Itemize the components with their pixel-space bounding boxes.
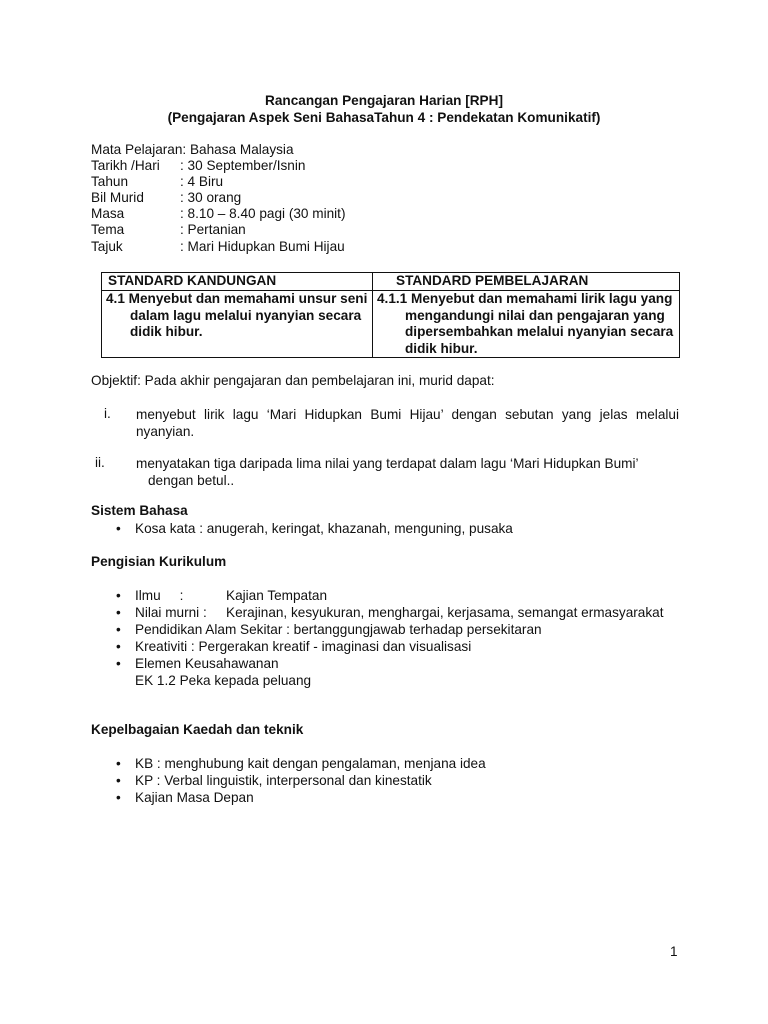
table-header-row: [102, 273, 680, 291]
kaedah-list: [91, 755, 486, 806]
info-value: : 30 September/Isnin: [180, 158, 306, 173]
list-item: • Kreativiti : Pergerakan kreatif - imaginasi dan visualisasi: [116, 639, 472, 654]
bullet-icon: •: [116, 639, 121, 654]
table-header-cell: STANDARD KANDUNGAN: [102, 273, 373, 291]
list-item: • Kajian Masa Depan: [116, 790, 254, 805]
objective-line: menyatakan tiga daripada lima nilai yang terdapat dalam lagu ‘Mari Hidupkan Bumi’: [136, 456, 639, 471]
objective-intro: Objektif: Pada akhir pengajaran dan pembelajaran ini, murid dapat:: [91, 373, 495, 388]
info-label: Mata Pelajaran: Bahasa Malaysia: [91, 142, 294, 157]
bullet-icon: •: [116, 773, 121, 788]
table-cell: [102, 291, 373, 358]
bullet-icon: •: [116, 521, 121, 536]
bullet-icon: •: [116, 588, 121, 603]
bullet-icon: •: [116, 605, 121, 620]
table-row: [102, 291, 680, 358]
info-label: Bil Murid: [91, 190, 144, 205]
objective-line: nyanyian.: [136, 424, 195, 439]
objective-number: i.: [104, 406, 111, 421]
info-value: : Mari Hidupkan Bumi Hijau: [180, 239, 345, 254]
document-subtitle: (Pengajaran Aspek Seni BahasaTahun 4 : Pendekatan Komunikatif): [167, 110, 601, 125]
info-label: Masa: [91, 206, 125, 221]
section-heading-pengisian: Pengisian Kurikulum: [91, 554, 227, 569]
objective-line: menyebut lirik lagu ‘Mari Hidupkan Bumi Hijau’ dengan sebutan yang jelas melalui: [136, 407, 679, 422]
list-item: • Kosa kata : anugerah, keringat, khazanah, menguning, pusaka: [116, 521, 513, 536]
list-item-continuation: EK 1.2 Peka kepada peluang: [135, 673, 312, 688]
list-item: • Ilmu : Kajian Tempatan: [116, 588, 328, 603]
objective-number: ii.: [95, 455, 105, 470]
learning-standard: 4.1.1 Menyebut dan memahami lirik lagu yang mengandungi nilai dan pengajaran yang dipersembahkan melalui nyanyian secara didik hibur.: [377, 291, 674, 356]
standards-table: [101, 272, 680, 358]
list-item: • Pendidikan Alam Sekitar : bertanggungjawab terhadap persekitaran: [116, 622, 542, 637]
list-item: • Elemen Keusahawanan: [116, 656, 279, 671]
info-label: Tajuk: [91, 239, 123, 254]
section-heading-sistem-bahasa: Sistem Bahasa: [91, 503, 188, 518]
bullet-icon: •: [116, 756, 121, 771]
table-header-cell: STANDARD PEMBELAJARAN: [373, 273, 680, 291]
document-title: Rancangan Pengajaran Harian [RPH]: [265, 93, 503, 108]
page-number: 1: [670, 944, 678, 959]
info-value: : 30 orang: [180, 190, 242, 205]
bullet-icon: •: [116, 622, 121, 637]
table-cell: [373, 291, 680, 358]
list-item: • KP : Verbal linguistik, interpersonal dan kinestatik: [116, 773, 432, 788]
info-value: : 4 Biru: [180, 174, 224, 189]
info-label: Tema: [91, 222, 125, 237]
bullet-icon: •: [116, 656, 121, 671]
info-value: : 8.10 – 8.40 pagi (30 minit): [180, 206, 346, 221]
info-label: Tahun: [91, 174, 129, 189]
sistem-bahasa-list: [91, 520, 513, 537]
bullet-icon: •: [116, 790, 121, 805]
section-heading-kaedah: Kepelbagaian Kaedah dan teknik: [91, 722, 304, 737]
list-item: • Nilai murni : Kerajinan, kesyukuran, menghargai, kerjasama, semangat ermasyarakat: [116, 605, 664, 620]
list-item: • KB : menghubung kait dengan pengalaman, menjana idea: [116, 756, 486, 771]
info-label: Tarikh /Hari: [91, 158, 160, 173]
info-value: : Pertanian: [180, 222, 246, 237]
pengisian-list: [91, 587, 664, 689]
objective-line: dengan betul..: [148, 473, 235, 488]
content-standard: 4.1 Menyebut dan memahami unsur seni dalam lagu melalui nyanyian secara didik hibur.: [106, 291, 368, 339]
